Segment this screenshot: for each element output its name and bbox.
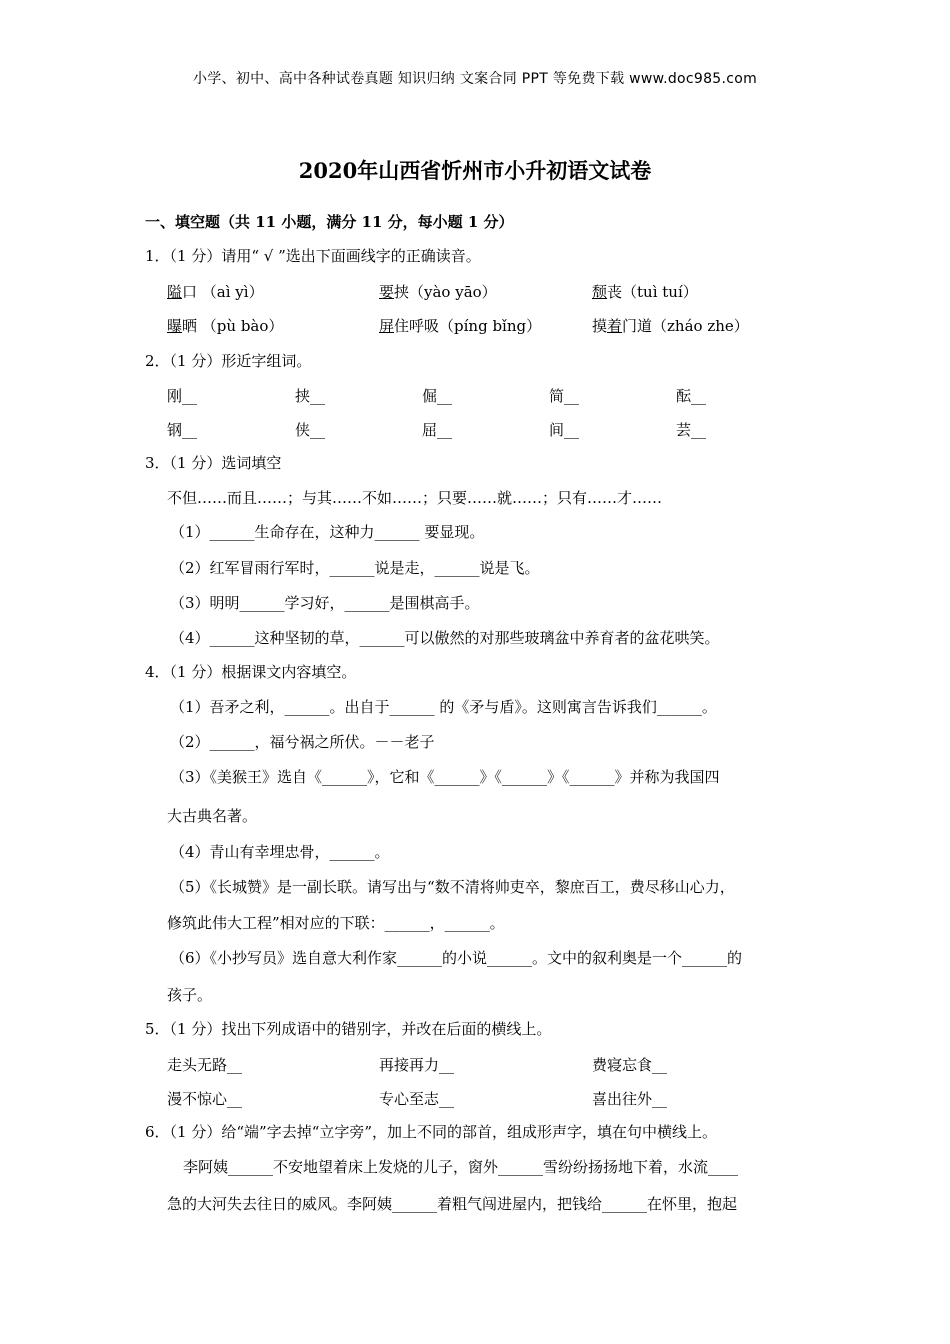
q2-word-blank: 酝__	[676, 387, 707, 405]
q2-stem: 2．（1 分）形近字组词。	[145, 352, 312, 370]
q5-idiom: 喜出往外__	[592, 1090, 668, 1108]
q4-stem: 4．（1 分）根据课文内容填空。	[145, 663, 357, 681]
q4-line: 大古典名著。	[167, 807, 258, 825]
q3-line: （4）______这种坚韧的草，______可以傲然的对那些玻璃盆中养育者的盆花哄笑。	[170, 629, 720, 647]
q4-line: （5）《长城赞》是一副长联。请写出与“数不清将帅吏卒，黎庶百工，费尽移山心力，	[170, 878, 735, 896]
q4-line: （2）______，福兮祸之所伏。－－老子	[170, 733, 435, 751]
section-heading: 一、填空题（共 11 小题，满分 11 分，每小题 1 分）	[145, 213, 514, 231]
q3-line: （3）明明______学习好，______是围棋高手。	[170, 594, 480, 612]
q6-stem: 6．（1 分）给“端”字去掉“立字旁”，加上不同的部首，组成形声字，填在句中横线上。	[145, 1123, 718, 1141]
underlined-char: 要	[379, 283, 395, 301]
q6-line: 急的大河失去往日的威风。李阿姨______着粗气闯进屋内，把钱给______在怀里，抱起	[167, 1195, 738, 1213]
q5-idiom: 费寝忘食__	[592, 1056, 668, 1074]
pinyin-options: 晒 （pù bào）	[182, 317, 284, 335]
q1-item	[592, 282, 698, 302]
q2-word-blank: 挟__	[295, 387, 326, 405]
q2-word-blank: 间__	[549, 421, 580, 439]
q2-word-blank: 侠__	[295, 421, 326, 439]
q2-word-blank: 钢__	[167, 421, 198, 439]
underlined-char: 颓	[592, 283, 608, 301]
q5-idiom: 专心至志__	[379, 1090, 455, 1108]
q3-line: （1）______生命存在，这种力______ 要显现。	[170, 523, 485, 541]
underlined-char: 屏	[379, 317, 395, 335]
q1-item	[379, 282, 497, 302]
q4-line: （3）《美猴王》选自《______》，它和《______》《______》《______》并称为我国四	[170, 768, 720, 786]
page-title: 2020年山西省忻州市小升初语文试卷	[298, 158, 652, 183]
underlined-char: 隘	[167, 283, 183, 301]
q4-line: （4）青山有幸埋忠骨，______。	[170, 843, 390, 861]
q1-item	[592, 316, 749, 336]
underlined-char: 着	[607, 317, 623, 335]
pinyin-options: 丧（tuì tuí）	[607, 283, 698, 301]
q3-stem: 3．（1 分）选词填空	[145, 454, 282, 472]
q1-item	[167, 316, 283, 336]
q4-line: （1）吾矛之利，______。出自于______ 的《矛与盾》。这则寓言告诉我们______。	[170, 698, 717, 716]
q2-word-blank: 倔__	[422, 387, 453, 405]
q4-line: 孩子。	[167, 986, 213, 1004]
q1-stem: 1．（1 分）请用“ √ ”选出下面画线字的正确读音。	[145, 247, 481, 265]
q2-word-blank: 刚__	[167, 387, 198, 405]
q1-item	[379, 316, 541, 336]
pinyin-options: 挟（yào yāo）	[394, 283, 497, 301]
q2-word-blank: 简__	[549, 387, 580, 405]
q3-line: （2）红军冒雨行军时，______说是走，______说是飞。	[170, 559, 540, 577]
q5-stem: 5．（1 分）找出下列成语中的错别字，并改在后面的横线上。	[145, 1020, 552, 1038]
q5-idiom: 漫不惊心__	[167, 1090, 243, 1108]
q5-idiom: 走头无路__	[167, 1056, 243, 1074]
q6-line: 李阿姨______不安地望着床上发烧的儿子，窗外______雪纷纷扬扬地下着，水流____	[183, 1158, 739, 1176]
pinyin-options: 口 （aì yì）	[182, 283, 264, 301]
q4-line: 修筑此伟大工程”相对应的下联：______，______。	[167, 914, 505, 932]
pinyin-options: 门道（zháo zhe）	[622, 317, 749, 335]
underlined-char: 曝	[167, 317, 183, 335]
q2-word-blank: 芸__	[676, 421, 707, 439]
q5-idiom: 再接再力__	[379, 1056, 455, 1074]
page-header: 小学、初中、高中各种试卷真题 知识归纳 文案合同 PPT 等免费下载 www.doc985.com	[192, 71, 758, 87]
q2-word-blank: 屈__	[422, 421, 453, 439]
plain-char: 摸	[592, 317, 608, 335]
q4-line: （6）《小抄写员》选自意大利作家______的小说______。文中的叙利奥是一个______的	[170, 949, 743, 967]
q1-item	[167, 282, 264, 302]
pinyin-options: 住呼吸（píng bǐng）	[394, 317, 542, 335]
q3-word-bank: 不但……而且……；与其……不如……；只要……就……；只有……才……	[167, 489, 663, 507]
